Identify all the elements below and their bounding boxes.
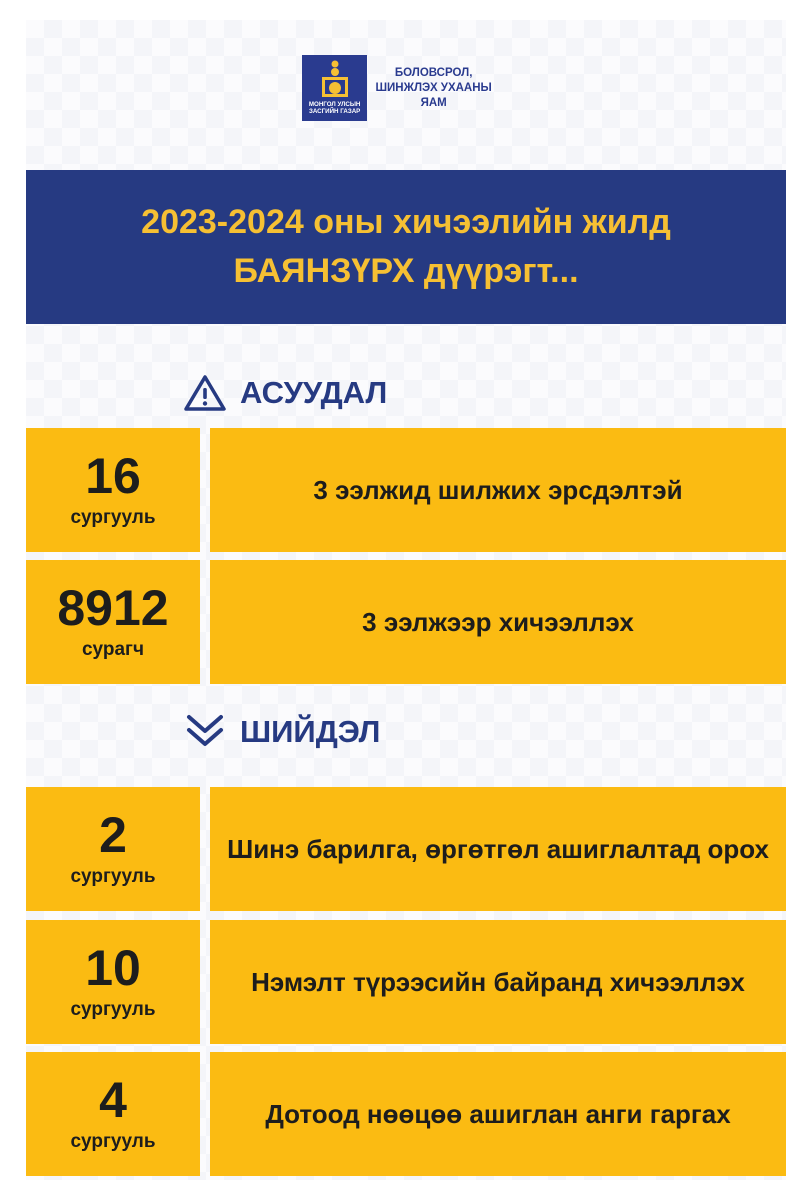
description-box <box>210 1052 786 1176</box>
stat-unit: сургууль <box>70 507 156 528</box>
description-text: Нэмэлт түрээсийн байранд хичээллэх <box>251 966 745 997</box>
stat-box <box>26 428 200 552</box>
page-title: 2023-2024 оны хичээлийн жилд БАЯНЗҮРХ дүүрэгт... <box>141 203 671 290</box>
solution-heading <box>182 707 380 757</box>
stat-number: 10 <box>85 940 141 996</box>
emblem-text: МОНГОЛ УЛСЫН ЗАСГИЙН ГАЗАР <box>308 101 361 115</box>
problem-row-2 <box>26 560 786 684</box>
problem-heading-label: АСУУДАЛ <box>240 375 388 410</box>
stat-number: 8912 <box>57 580 169 636</box>
stat-box <box>26 920 200 1044</box>
soyombo-emblem <box>302 55 367 121</box>
stat-box <box>26 560 200 684</box>
stat-number: 16 <box>85 448 141 504</box>
solution-row-3 <box>26 1052 786 1176</box>
ministry-name: БОЛОВСРОЛ, ШИНЖЛЭХ УХААНЫ ЯАМ <box>375 66 492 109</box>
description-box <box>210 560 786 684</box>
description-box <box>210 920 786 1044</box>
solution-row-1 <box>26 787 786 911</box>
description-box <box>210 428 786 552</box>
warning-triangle-icon <box>182 373 228 413</box>
stat-unit: сургууль <box>70 999 156 1020</box>
stat-box <box>26 787 200 911</box>
description-text: 3 ээлжид шилжих эрсдэлтэй <box>313 474 683 505</box>
title-banner <box>26 170 786 324</box>
problem-heading <box>182 368 387 418</box>
description-text: 3 ээлжээр хичээллэх <box>362 606 634 637</box>
description-box <box>210 787 786 911</box>
stat-unit: сурагч <box>81 639 144 660</box>
soyombo-icon <box>318 59 352 99</box>
stat-number: 4 <box>99 1072 127 1128</box>
stat-unit: сургууль <box>70 866 156 887</box>
description-text: Дотоод нөөцөө ашиглан анги гаргах <box>265 1098 731 1129</box>
stat-unit: сургууль <box>70 1131 156 1152</box>
solution-heading-label: ШИЙДЭЛ <box>240 714 381 749</box>
description-text: Шинэ барилга, өргөтгөл ашиглалтад орох <box>227 833 769 864</box>
solution-row-2 <box>26 920 786 1044</box>
stat-box <box>26 1052 200 1176</box>
stat-number: 2 <box>99 807 127 863</box>
ministry-logo <box>302 52 492 124</box>
problem-row-1 <box>26 428 786 552</box>
double-chevron-down-icon <box>182 712 228 752</box>
